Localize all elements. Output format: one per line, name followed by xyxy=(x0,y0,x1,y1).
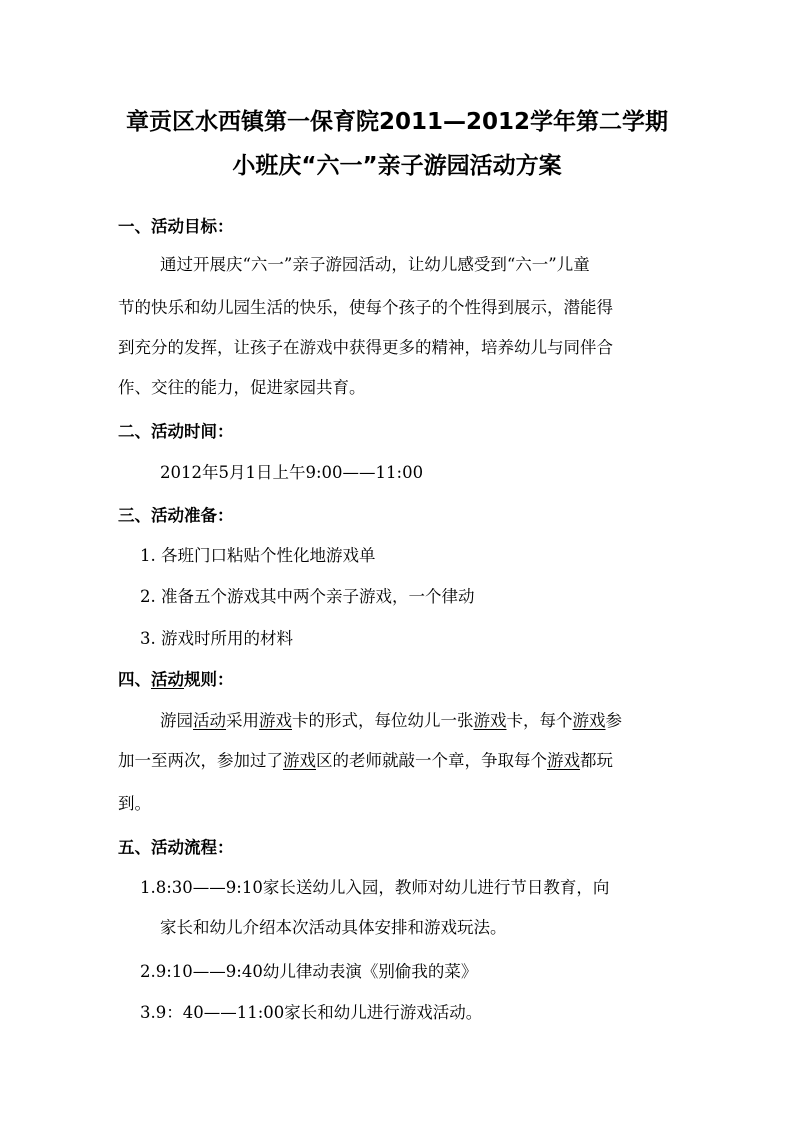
prep-item-2: 2. 准备五个游戏其中两个亲子游戏，一个律动 xyxy=(140,587,475,606)
section-4-heading-rest: 规则： xyxy=(184,670,234,689)
rules-line-3: 到。 xyxy=(118,794,151,813)
activity-time: 2012年5月1日上午9:00——11:00 xyxy=(160,463,424,482)
rules-text: 参 xyxy=(605,711,622,730)
rules-text: 卡，每个 xyxy=(506,711,573,730)
section-1-line-1: 通过开展庆“六一”亲子游园活动，让幼儿感受到“六一”儿童 xyxy=(160,255,590,274)
rules-underlined-term: 游戏 xyxy=(547,751,580,770)
section-1-line-3: 到充分的发挥，让孩子在游戏中获得更多的精神，培养幼儿与同伴合 xyxy=(118,338,613,357)
rules-underlined-term: 游戏 xyxy=(259,711,292,730)
document-title-line1: 章贡区水西镇第一保育院2011—2012学年第二学期 xyxy=(125,109,669,135)
section-5-heading: 五、活动流程： xyxy=(118,838,234,857)
flow-item-1: 1.8:30——9:10家长送幼儿入园，教师对幼儿进行节日教育，向 xyxy=(140,878,610,897)
section-3-heading: 三、活动准备： xyxy=(118,506,234,525)
flow-item-2: 2.9:10——9:40幼儿律动表演《别偷我的菜》 xyxy=(140,962,478,981)
section-1-heading: 一、活动目标： xyxy=(118,217,234,236)
rules-text: 卡的形式，每位幼儿一张 xyxy=(292,711,474,730)
rules-text: 区的老师就敲一个章，争取每个 xyxy=(316,751,547,770)
rules-text: 加一至两次，参加过了 xyxy=(118,751,283,770)
section-1-line-2: 节的快乐和幼儿园生活的快乐，使每个孩子的个性得到展示，潜能得 xyxy=(118,298,613,317)
rules-underlined-term: 游戏 xyxy=(572,711,606,730)
prep-item-1: 1. 各班门口粘贴个性化地游戏单 xyxy=(140,546,376,565)
prep-item-3: 3. 游戏时所用的材料 xyxy=(140,629,293,648)
rules-text: 都玩 xyxy=(580,751,613,770)
rules-text: 采用 xyxy=(226,711,259,730)
flow-item-3: 3.9：40——11:00家长和幼儿进行游戏活动。 xyxy=(140,1003,483,1022)
rules-underlined-term: 游戏 xyxy=(283,751,316,770)
rules-underlined-term: 活动 xyxy=(193,711,226,730)
section-2-heading: 二、活动时间： xyxy=(118,422,234,441)
rules-underlined-term: 游戏 xyxy=(473,711,507,730)
section-1-line-4: 作、交往的能力，促进家园共育。 xyxy=(118,378,366,397)
rules-text: 游园 xyxy=(160,711,193,730)
rules-line-2 xyxy=(118,747,613,771)
rules-line-1 xyxy=(160,707,622,731)
document-title-line2: 小班庆“六一”亲子游园活动方案 xyxy=(232,153,562,179)
section-4-heading-num: 四、 xyxy=(118,670,151,689)
section-4-heading xyxy=(118,666,234,690)
section-4-heading-underlined: 活动 xyxy=(151,670,184,689)
flow-item-1-continued: 家长和幼儿介绍本次活动具体安排和游戏玩法。 xyxy=(160,918,507,937)
